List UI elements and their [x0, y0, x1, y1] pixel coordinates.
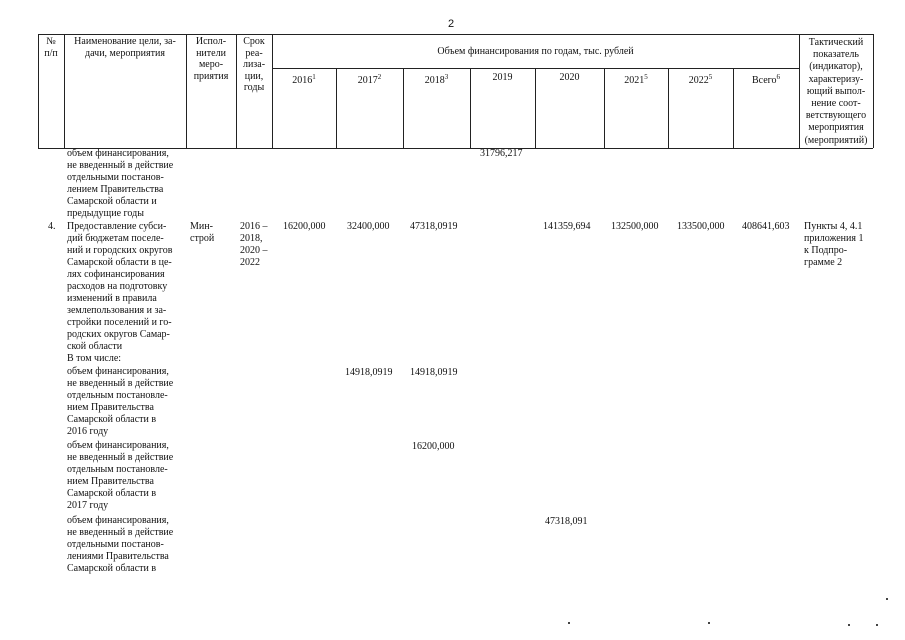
header-year-2018 [403, 72, 470, 87]
cell-2019-value: 31796,217 [480, 148, 523, 159]
cell-text: нием Правительства [67, 402, 154, 413]
header-text: Испол- [195, 36, 227, 47]
cell-text: не введенный в действие [67, 527, 174, 538]
header-text: 2018 [424, 75, 445, 86]
scan-speck [708, 622, 710, 624]
cell-text: лениями Правительства [67, 551, 169, 562]
footnote-mark: 6 [776, 73, 781, 81]
row4-2016: 16200,000 [283, 221, 326, 232]
row4-term [240, 221, 268, 269]
cell-text: Самарской области в [67, 563, 157, 574]
cell-text: объем финансирования, [67, 366, 169, 377]
header-text: ющий выпол- [806, 85, 866, 97]
cell-text: 2016 году [67, 426, 109, 437]
header-text: меро- [198, 59, 224, 70]
header-text: мероприятия [808, 122, 864, 134]
header-text: ции, [244, 70, 264, 82]
cell-text: стройки поселений и го- [67, 317, 172, 328]
cell-text: землепользования и за- [67, 305, 167, 316]
cell-text: расходов на подготовку [67, 281, 168, 292]
cell-text: изменений в правила [67, 293, 157, 304]
cell-text: грамме 2 [804, 257, 843, 268]
row4-indicator [804, 221, 863, 269]
header-text: характеризу- [808, 73, 864, 85]
sub3-name [67, 515, 173, 575]
header-text: 2021 [624, 75, 645, 86]
header-year-2016 [272, 72, 336, 87]
row-number: 4. [48, 221, 56, 232]
header-text: п/п [44, 47, 58, 59]
scan-speck [848, 624, 850, 626]
cell-text: ний и городских округов [67, 245, 173, 256]
header-year-2017 [336, 72, 403, 87]
scan-speck [568, 622, 570, 624]
cell-text: предыдущие годы [67, 208, 144, 219]
header-text: Наименование цели, за- [74, 36, 176, 47]
header-text: 2020 [559, 72, 580, 83]
cell-text: отдельными постанов- [67, 539, 164, 550]
cell-text: Мин- [190, 221, 213, 232]
sub1-2018: 14918,0919 [410, 367, 458, 378]
row4-2018: 47318,0919 [410, 221, 458, 232]
header-text: ветствующего [805, 110, 867, 122]
header-text: Всего [751, 75, 777, 86]
header-text: реа- [245, 47, 263, 59]
header-text: лиза- [242, 59, 266, 70]
cell-text: нием Правительства [67, 476, 154, 487]
header-text: приятия [193, 70, 229, 82]
header-text: дачи, мероприятия [85, 47, 165, 59]
footnote-mark: 2 [377, 73, 382, 81]
cell-text: приложения 1 [804, 233, 864, 244]
row4-2021: 132500,000 [611, 221, 659, 232]
grid-line [873, 34, 874, 148]
header-text: 2017 [357, 75, 378, 86]
header-text: Срок [243, 36, 265, 47]
cell-text: Пункты 4, 4.1 [804, 221, 863, 232]
cell-text: Самарской области в це- [67, 257, 172, 268]
row4-2022: 133500,000 [677, 221, 725, 232]
cell-text: 2016 – [240, 221, 268, 232]
cell-text: 2017 году [67, 500, 109, 511]
row4-total: 408641,603 [742, 221, 790, 232]
header-text: 2016 [292, 75, 313, 86]
cell-text: дий бюджетам поселе- [67, 233, 164, 244]
sub3-2020: 47318,091 [545, 516, 588, 527]
scan-speck [876, 624, 878, 626]
row4-2017: 32400,000 [347, 221, 390, 232]
cell-text: отдельным постановле- [67, 390, 168, 401]
sub2-2018: 16200,000 [412, 441, 455, 452]
header-number [38, 36, 64, 59]
footnote-mark: 3 [444, 73, 449, 81]
cell-text: лением Правительства [67, 184, 164, 195]
footnote-mark: 1 [312, 73, 316, 81]
cell-text: не введенный в действие [67, 378, 174, 389]
cell-text: Самарской области в [67, 488, 157, 499]
header-indicator [799, 37, 873, 147]
cell-text: ской области [67, 341, 123, 352]
header-text: (мероприятий) [804, 134, 868, 146]
header-financing: Объем финансирования по годам, тыс. рублей [437, 46, 634, 57]
header-text: 2019 [492, 72, 513, 83]
header-text: нители [196, 47, 226, 59]
cell-text: лях софинансирования [67, 269, 165, 280]
scan-speck [886, 598, 888, 600]
cell-text: строй [190, 233, 215, 244]
header-text: нение соот- [811, 98, 861, 110]
sub1-name [67, 366, 173, 438]
cell-text: объем финансирования, [67, 148, 169, 159]
table-row-continuation-name [67, 148, 173, 220]
header-text: показатель [813, 49, 859, 61]
cell-text: родских округов Самар- [67, 329, 170, 340]
cell-text: к Подпро- [804, 245, 848, 256]
cell-text: Предоставление субси- [67, 221, 167, 232]
page-number: 2 [448, 18, 455, 30]
header-executors [186, 36, 236, 82]
header-text: 2022 [688, 75, 709, 86]
header-term [236, 36, 272, 94]
cell-text: не введенный в действие [67, 160, 174, 171]
header-year-2022 [668, 72, 733, 87]
header-text: (индикатор), [809, 61, 863, 73]
cell-text: 2020 – [240, 245, 268, 256]
header-text: годы [243, 82, 265, 93]
cell-text: 2018, [240, 233, 263, 244]
cell-text: Самарской области в [67, 414, 157, 425]
cell-text: отдельными постанов- [67, 172, 164, 183]
row4-name [67, 221, 173, 353]
header-year-2020 [535, 72, 604, 84]
header-text: Тактический [808, 37, 864, 48]
header-name [64, 36, 186, 59]
cell-text: не введенный в действие [67, 452, 174, 463]
header-year-2021 [604, 72, 668, 87]
header-top-line [38, 34, 873, 35]
sub2-name [67, 440, 173, 512]
cell-text: объем финансирования, [67, 440, 169, 451]
row4-2020: 141359,694 [543, 221, 591, 232]
cell-text: отдельным постановле- [67, 464, 168, 475]
header-text: № [46, 36, 56, 47]
cell-text: 2022 [240, 257, 260, 268]
footnote-mark: 5 [644, 73, 648, 81]
header-year-2019 [470, 72, 535, 84]
header-total [733, 72, 799, 87]
cell-text: объем финансирования, [67, 515, 169, 526]
cell-text: Самарской области и [67, 196, 157, 207]
row4-executor [190, 221, 214, 245]
including-label: В том числе: [67, 353, 122, 364]
sub1-2017: 14918,0919 [345, 367, 393, 378]
footnote-mark: 5 [708, 73, 713, 81]
